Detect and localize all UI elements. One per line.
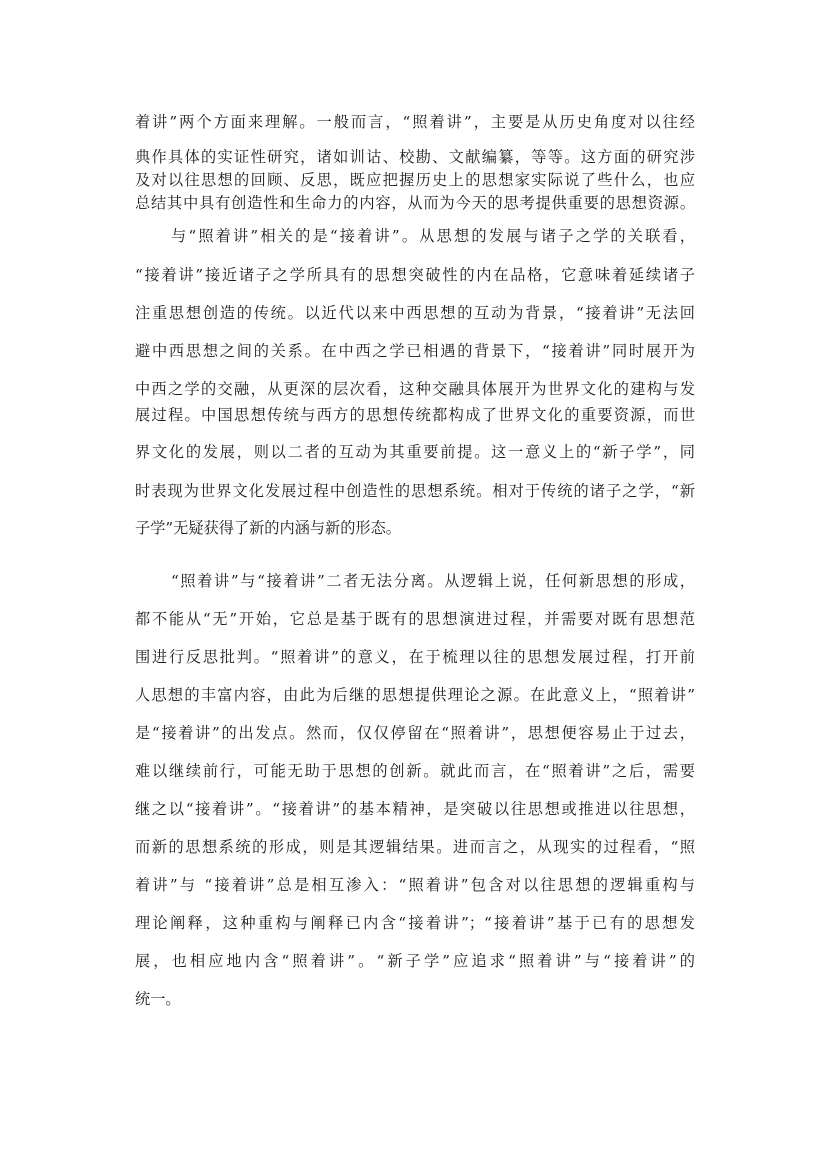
text-line: “接着讲”接近诸子之学所具有的思想突破性的内在品格，它意味着延续诸子 (135, 266, 695, 284)
text-line: 注重思想创造的传统。以近代以来中西思想的互动为背景，“接着讲”无法回 (135, 304, 695, 322)
text-line: 理论阐释，这种重构与阐释已内含“接着讲”；“接着讲”基于已有的思想发 (135, 914, 695, 932)
text-line: 都不能从“无”开始，它总是基于既有的思想演进过程，并需要对既有思想范 (135, 610, 695, 628)
text-line: 中西之学的交融，从更深的层次看，这种交融具体展开为世界文化的建构与发 (135, 380, 695, 398)
text-line: 围进行反思批判。“照着讲”的意义，在于梳理以往的思想发展过程，打开前 (135, 648, 695, 666)
text-line: 展，也相应地内含“照着讲”。“新子学”应追求“照着讲”与“接着讲”的 (135, 952, 695, 970)
text-line: 而新的思想系统的形成，则是其逻辑结果。进而言之，从现实的过程看，“照 (135, 838, 695, 856)
text-line: 与“照着讲”相关的是“接着讲”。从思想的发展与诸子之学的关联看， (171, 227, 695, 245)
text-line: 人思想的丰富内容，由此为后继的思想提供理论之源。在此意义上，“照着讲” (135, 686, 695, 704)
text-line: 避中西思想之间的关系。在中西之学已相遇的背景下，“接着讲”同时展开为 (135, 342, 695, 360)
text-line: 着讲”与 “接着讲”总是相互渗入：“照着讲”包含对以往思想的逻辑重构与 (135, 876, 695, 894)
text-line: 时表现为世界文化发展过程中创造性的思想系统。相对于传统的诸子之学，“新 (135, 482, 695, 500)
text-line: 及对以往思想的回顾、反思，既应把握历史上的思想家实际说了些什么，也应 (135, 171, 695, 189)
text-line: “照着讲”与“接着讲”二者无法分离。从逻辑上说，任何新思想的形成， (171, 572, 695, 590)
text-line: 界文化的发展，则以二者的互动为其重要前提。这一意义上的“新子学”，同 (135, 443, 695, 461)
text-line: 展过程。中国思想传统与西方的思想传统都构成了世界文化的重要资源，而世 (135, 406, 695, 424)
text-line: 统一。 (135, 990, 181, 1008)
text-line: 典作具体的实证性研究，诸如训诂、校勘、文献编纂，等等。这方面的研究涉 (135, 148, 695, 166)
text-line: 继之以“接着讲”。“接着讲”的基本精神，是突破以往思想或推进以往思想， (135, 800, 695, 818)
text-line: 总结其中具有创造性和生命力的内容，从而为今天的思考提供重要的思想资源。 (135, 194, 695, 212)
text-line: 是“接着讲”的出发点。然而，仅仅停留在“照着讲”，思想便容易止于过去， (135, 724, 695, 742)
text-line: 子学”无疑获得了新的内涵与新的形态。 (135, 519, 401, 537)
text-line: 着讲”两个方面来理解。一般而言，“照着讲”，主要是从历史角度对以往经 (135, 113, 695, 131)
text-line: 难以继续前行，可能无助于思想的创新。就此而言，在“照着讲”之后，需要 (135, 762, 695, 780)
